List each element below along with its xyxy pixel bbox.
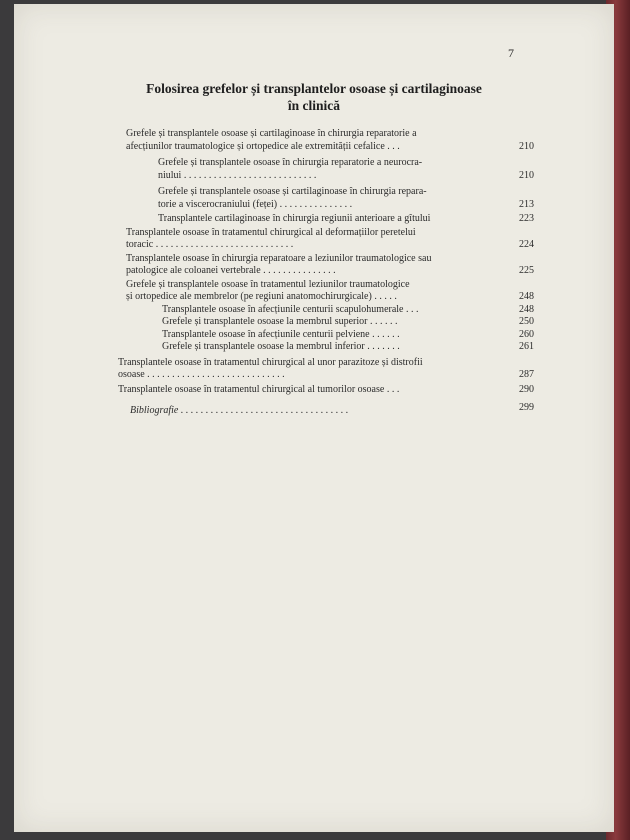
toc-entry (14, 356, 534, 382)
toc-entry (14, 128, 534, 153)
toc-entry (14, 303, 534, 317)
toc-entry-page: 223 (519, 213, 534, 224)
toc-entry-text: și ortopedice ale membrelor (pe regiuni anatomochirurgicale) . . . . . (126, 291, 397, 302)
toc-entry-text: osoase . . . . . . . . . . . . . . . . . . . . . . . . . . . . (118, 369, 285, 380)
toc-entry (14, 278, 534, 304)
section-title-line-2: în clinică (287, 98, 341, 113)
section-title (104, 80, 524, 114)
toc-entry-text: Transplantele osoase în afecțiunile centurii pelviene . . . . . . (162, 328, 400, 340)
toc-entry-page: 213 (519, 198, 534, 210)
toc-entry-text: Grefele și transplantele osoase și cartilaginoase în chirurgia reparatorie a (126, 128, 417, 139)
toc-entry-text: Transplantele osoase în tratamentul chirurgical al tumorilor osoase . . . (118, 383, 400, 395)
toc-entry-text: toracic . . . . . . . . . . . . . . . . . . . . . . . . . . . . (126, 239, 294, 250)
book-page (14, 4, 614, 832)
toc-entry (14, 383, 534, 397)
toc-entry-text: niului . . . . . . . . . . . . . . . . . . . . . . . . . . . (158, 169, 317, 181)
toc-entry-text: patologice ale coloanei vertebrale . . . . . . . . . . . . . . . (126, 265, 336, 276)
toc-entry (14, 316, 534, 329)
toc-entry-page: 290 (519, 383, 534, 395)
toc-entry (14, 341, 534, 354)
toc-entry (14, 213, 534, 226)
table-of-contents (14, 128, 614, 396)
toc-entry-page: 248 (519, 291, 534, 302)
toc-entry-text: Transplantele osoase în tratamentul chirurgical al unor parazitoze și distrofii (118, 356, 423, 368)
toc-entry (14, 226, 534, 252)
toc-entry-page: 210 (519, 140, 534, 152)
toc-entry-page: 287 (519, 369, 534, 380)
toc-entry-text: torie a viscerocraniului (feței) . . . . . . . . . . . . . . . (158, 198, 353, 210)
toc-entry-page: 250 (519, 316, 534, 327)
toc-entry (14, 186, 534, 211)
bibliography-label: Bibliografie (130, 405, 179, 416)
toc-entry-page: 248 (519, 303, 534, 315)
toc-entry-text: Transplantele osoase în chirurgia reparatoare a leziunilor traumatologice sau (126, 252, 432, 264)
toc-entry-page: 261 (519, 341, 534, 352)
section-title-line-1: Folosirea grefelor și transplantelor osoase și cartilaginoase (146, 81, 482, 96)
toc-entry-text: Grefele și transplantele osoase în chirurgia reparatorie a neurocra- (158, 157, 423, 168)
toc-entry-text: Transplantele osoase în tratamentul chirurgical al deformațiilor peretelui (126, 226, 416, 238)
page-number: 7 (508, 46, 514, 60)
toc-entry-page: 210 (519, 169, 534, 181)
toc-entry-text: Transplantele osoase în afecțiunile centurii scapulohumerale . . . (162, 303, 419, 315)
toc-entry-text: afecțiunilor traumatologice și ortopedice ale extremității cefalice . . . (126, 140, 400, 152)
toc-entry-page: 260 (519, 328, 534, 340)
bibliography-page: 299 (519, 402, 534, 413)
toc-entry-page: 224 (519, 239, 534, 250)
toc-entry-text: Grefele și transplantele osoase la membrul superior . . . . . . (162, 316, 398, 327)
bibliography-dots: . . . . . . . . . . . . . . . . . . . . . . . . . . . . . . . . . . (180, 405, 349, 416)
toc-entry-text: Grefele și transplantele osoase în tratamentul leziunilor traumatologice (126, 278, 410, 290)
bibliography-entry (130, 402, 534, 416)
toc-entry-page: 225 (519, 265, 534, 276)
toc-entry (14, 252, 534, 278)
toc-entry (14, 157, 534, 182)
toc-entry-text: Grefele și transplantele osoase și cartilaginoase în chirurgia repara- (158, 186, 427, 197)
toc-entry-text: Transplantele cartilaginoase în chirurgia regiunii anterioare a gîtului (158, 213, 431, 224)
toc-entry (14, 328, 534, 342)
toc-entry-text: Grefele și transplantele osoase la membrul inferior . . . . . . . (162, 341, 400, 352)
